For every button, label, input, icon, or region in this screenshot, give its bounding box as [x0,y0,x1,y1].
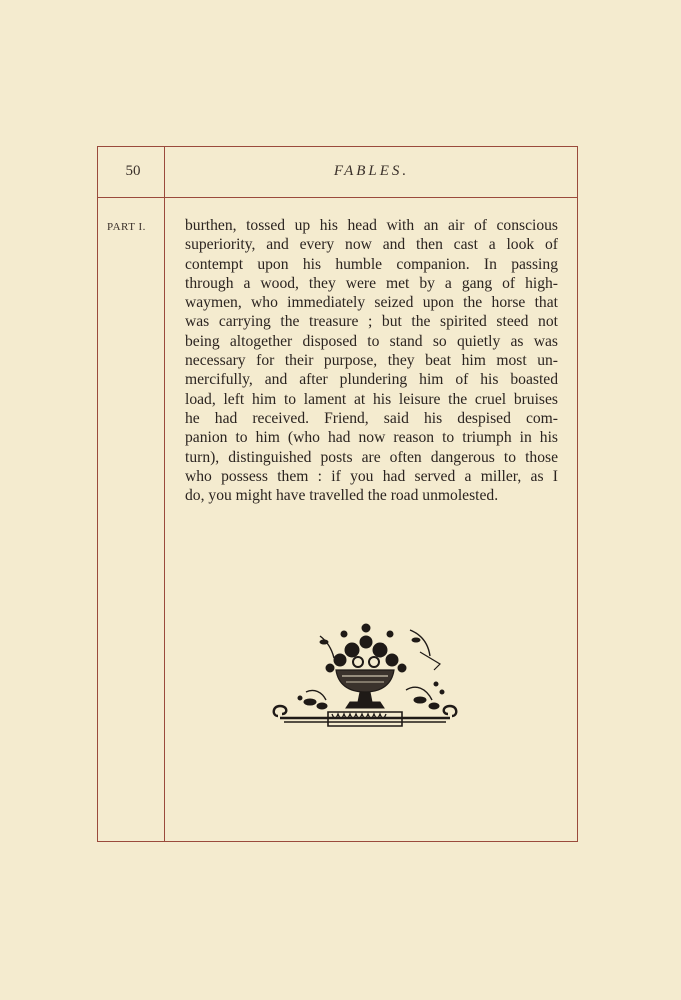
header-rule [97,197,578,198]
text-line: who possess them : if you had served a miller, as I [185,467,558,485]
text-line: do, you might have travelled the road unmolested. [185,487,499,505]
text-line: panion to him (who had now reason to triumph in his [185,429,558,447]
margin-rule [164,146,165,842]
text-line: burthen, tossed up his head with an air of conscious [185,217,558,234]
text-line: he had received. Friend, said his despised com- [185,409,558,427]
text-line: being altogether disposed to stand so quietly as was [185,332,558,350]
text-line: superiority, and every now and then cast a look of [185,236,558,254]
text-line: through a wood, they were met by a gang of high- [185,274,558,292]
text-line: was carrying the treasure ; but the spirited steed not [185,313,558,331]
body-text [185,216,558,505]
margin-note: PART I. [107,221,146,233]
text-line: load, left him to lament at his leisure the cruel bruises [185,390,558,408]
text-line: necessary for their purpose, they beat him most un- [185,352,558,370]
page-number: 50 [125,163,141,179]
urn-ornament-icon [270,612,460,734]
text-line: waymen, who immediately seized upon the horse that [185,294,558,312]
running-title: FABLES. [333,163,410,179]
text-line: mercifully, and after plundering him of his boasted [185,371,558,389]
text-line: contempt upon his humble companion. In passing [185,255,558,273]
text-line: turn), distinguished posts are often dangerous to those [185,448,558,466]
